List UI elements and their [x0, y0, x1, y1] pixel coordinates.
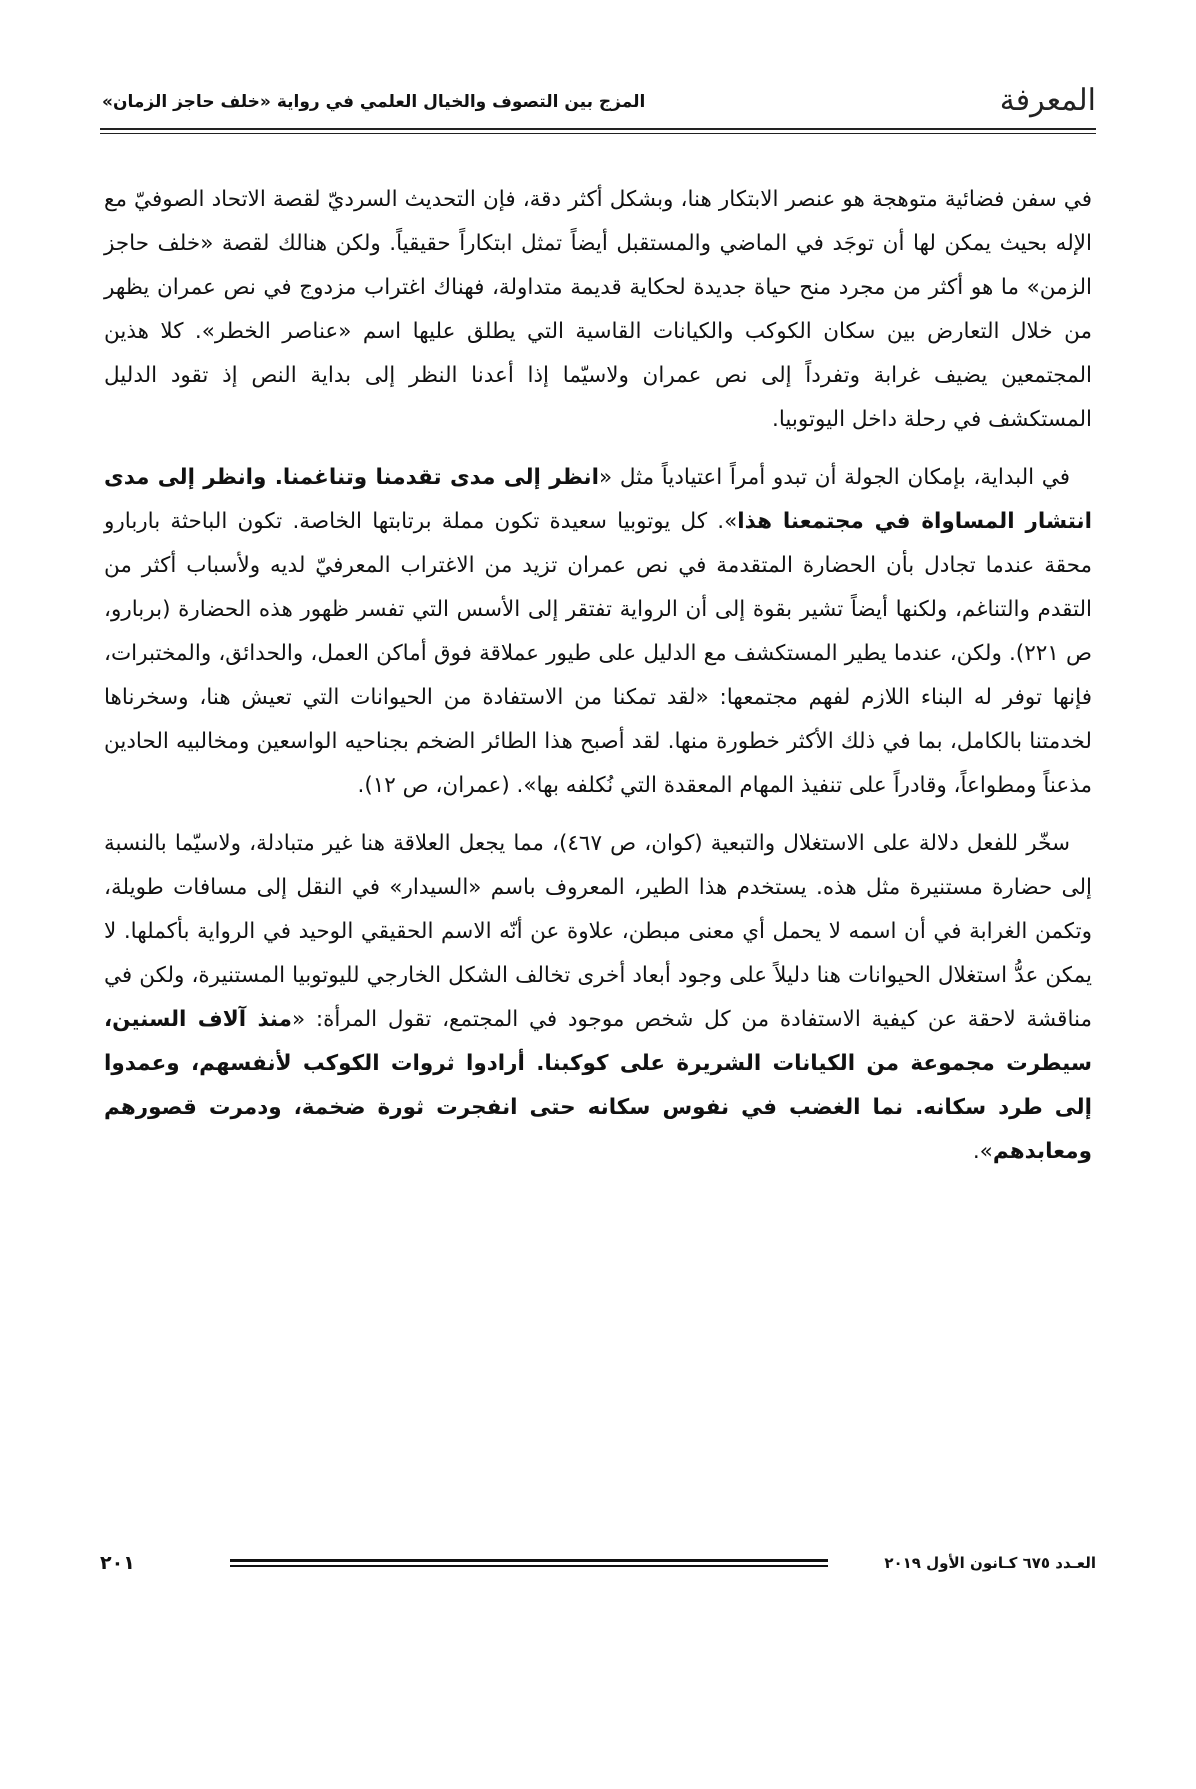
magazine-logo: المعرفة	[999, 83, 1096, 118]
page-header	[100, 82, 1096, 122]
paragraph-2	[104, 456, 1092, 808]
paragraph-2-text-a: في البداية، بإمكان الجولة أن تبدو أمراً اعتيادياً مثل «	[599, 465, 1070, 490]
running-title: المزج بين التصوف والخيال العلمي في رواية «خلف حاجز الزمان»	[102, 92, 646, 112]
header-divider	[100, 128, 1096, 134]
paragraph-3	[104, 822, 1092, 1174]
paragraph-3-text-a: سخّر للفعل دلالة على الاستغلال والتبعية (كوان، ص ٤٦٧)، مما يجعل العلاقة هنا غير متبادلة، ولاسيّما بالنسبة إلى حضارة مستنيرة مثل هذه. يستخدم هذا الطير، المعروف باسم «السيدار» في النقل إلى مسافات طويلة، وتكمن الغرابة في أن اسمه لا يحمل أي معنى مبطن، علاوة عن أنّه الاسم الحقيقي الوحيد في الرواية بأكملها. لا يمكن عدُّ استغلال الحيوانات هنا دليلاً على وجود أبعاد أخرى تخالف الشكل الخارجي لليوتوبيا المستنيرة، ولكن في مناقشة لاحقة عن كيفية الاستفادة من كل شخص موجود في المجتمع، تقول المرأة: «	[104, 831, 1092, 1032]
issue-info: العـدد ٦٧٥ كـانون الأول ٢٠١٩	[884, 1554, 1096, 1572]
paragraph-1: في سفن فضائية متوهجة هو عنصر الابتكار هنا، وبشكل أكثر دقة، فإن التحديث السرديّ لقصة الاتحاد الصوفيّ مع الإله بحيث يمكن لها أن توجَد في الماضي والمستقبل أيضاً تمثل ابتكاراً حقيقياً. ولكن هنالك لقصة «خلف حاجز الزمن» ما هو أكثر من مجرد منح حياة جديدة لحكاية قديمة متداولة، فهناك اغتراب مزدوج في نص عمران يظهر من خلال التعارض بين سكان الكوكب والكيانات القاسية التي يطلق عليها اسم «عناصر الخطر». كلا هذين المجتمعين يضيف غرابة وتفرداً إلى نص عمران ولاسيّما إذا أعدنا النظر إلى بداية النص إذ تقود الدليل المستكشف في رحلة داخل اليوتوبيا.	[104, 187, 1092, 432]
page-number: ٢٠١	[100, 1552, 135, 1574]
paragraph-3-quote: منذ آلاف السنين، سيطرت مجموعة من الكيانات الشريرة على كوكبنا. أرادوا ثروات الكوكب لأنفسهم، وعمدوا إلى طرد سكانه. نما الغضب في نفوس سكانه حتى انفجرت ثورة ضخمة، ودمرت قصورهم ومعابدهم	[104, 1007, 1092, 1164]
article-body	[104, 178, 1092, 1188]
paragraph-2-quote: انظر إلى مدى تقدمنا وتناغمنا. وانظر إلى مدى انتشار المساواة في مجتمعنا هذا	[104, 465, 1093, 534]
page-footer	[100, 1548, 1096, 1578]
paragraph-2-text-b: ». كل يوتوبيا سعيدة تكون مملة برتابتها الخاصة. تكون الباحثة باربارو محقة عندما تجادل بأن الحضارة المتقدمة في نص عمران تزيد من الاغتراب المعرفيّ لديه ولأسباب أكثر من التقدم والتناغم، ولكنها أيضاً تشير بقوة إلى أن الرواية تفتقر إلى الأسس التي تفسر ظهور هذه الحضارة (بربارو، ص ٢٢١). ولكن، عندما يطير المستكشف مع الدليل على طيور عملاقة فوق أماكن العمل، والحدائق، والمختبرات، فإنها توفر له البناء اللازم لفهم مجتمعها: «لقد تمكنا من الاستفادة من الحيوانات التي تعيش هنا، وسخرناها لخدمتنا بالكامل، بما في ذلك الأكثر خطورة منها. لقد أصبح هذا الطائر الضخم بجناحيه الواسعين ومخالبيه الحادين مذعناً ومطواعاً، وقادراً على تنفيذ المهام المعقدة التي نُكلفه بها». (عمران، ص ١٢).	[104, 509, 1092, 798]
footer-divider	[230, 1559, 828, 1567]
paragraph-3-text-b: ».	[972, 1139, 993, 1164]
